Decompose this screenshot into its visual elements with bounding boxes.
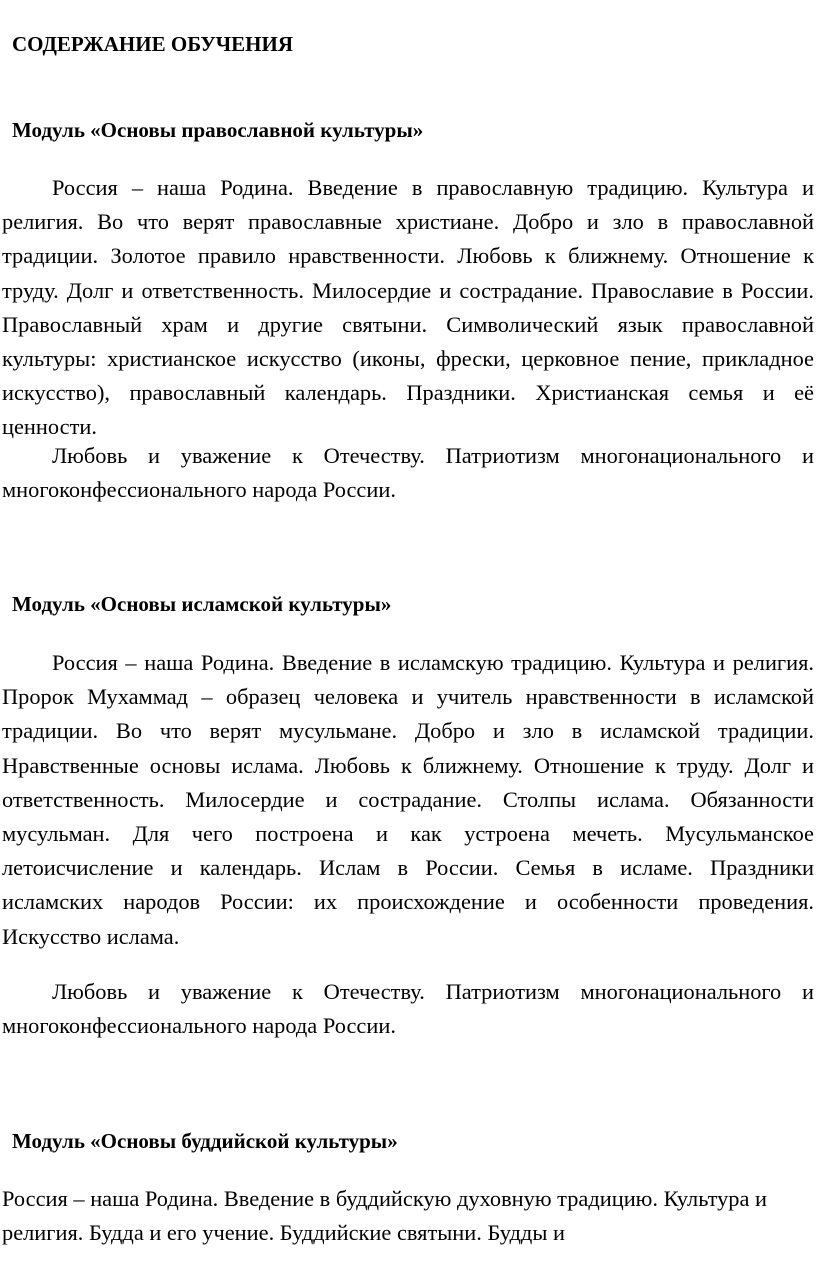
module-heading-islamic: Модуль «Основы исламской культуры» <box>12 592 392 616</box>
module-orthodox-paragraph-1: Россия – наша Родина. Введение в православную традицию. Культура и религия. Во что верят православные христиане. Добро и зло в православной традиции. Золотое правило нравственности. Любовь к ближнему. Отношение к труду. Долг и ответственность. Милосердие и сострадание. Православие в России. Православный храм и другие святыни. Символический язык православной культуры: христианское искусство (иконы, фрески, церковное пение, прикладное искусство), православный календарь. Праздники. Христианская семья и её ценности. <box>2 175 814 440</box>
module-islamic-paragraph-1: Россия – наша Родина. Введение в исламскую традицию. Культура и религия. Пророк Мухаммад – образец человека и учитель нравственности в исламской традиции. Во что верят мусульмане. Добро и зло в исламской традиции. Нравственные основы ислама. Любовь к ближнему. Отношение к труду. Долг и ответственность. Милосердие и сострадание. Столпы ислама. Обязанности мусульман. Для чего построена и как устроена мечеть. Мусульманское летоисчисление и календарь. Ислам в России. Семья в исламе. Праздники исламских народов России: их происхождение и особенности проведения. Искусство ислама. <box>2 650 814 949</box>
module-heading-orthodox: Модуль «Основы православной культуры» <box>12 118 424 142</box>
module-orthodox-paragraph-2: Любовь и уважение к Отечеству. Патриотизм многонационального и многоконфессионального народа России. <box>2 443 814 503</box>
page-title: СОДЕРЖАНИЕ ОБУЧЕНИЯ <box>12 32 293 56</box>
module-heading-buddhist: Модуль «Основы буддийской культуры» <box>12 1129 398 1153</box>
module-buddhist-paragraph-1: Россия – наша Родина. Введение в буддийскую духовную традицию. Культура и религия. Будда и его учение. Буддийские святыни. Будды и <box>2 1186 767 1246</box>
module-islamic-paragraph-2: Любовь и уважение к Отечеству. Патриотизм многонационального и многоконфессионального народа России. <box>2 979 814 1039</box>
